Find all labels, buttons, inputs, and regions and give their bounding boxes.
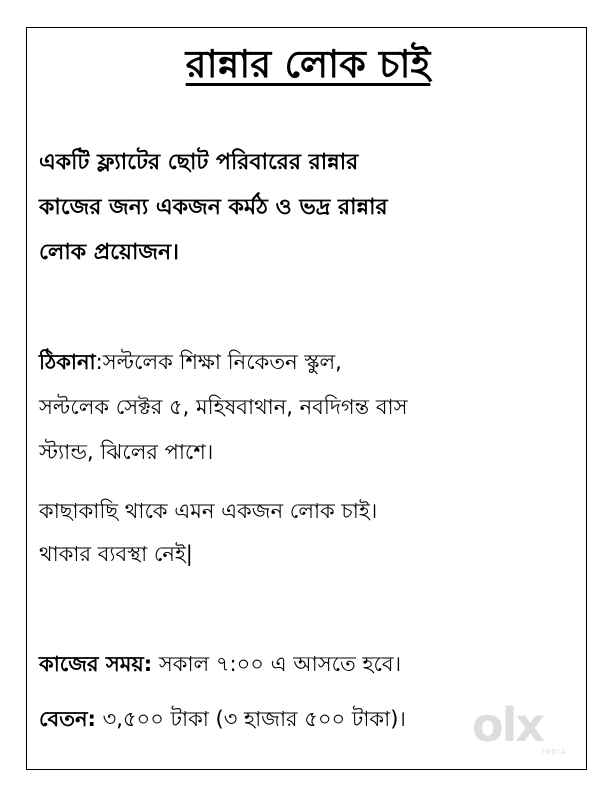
salary-value: ৩,৫০০ টাকা (৩ হাজার ৫০০ টাকা)। — [102, 707, 406, 731]
address-label: ঠিকানা — [39, 350, 96, 374]
work-timing — [39, 646, 584, 682]
intro-line: কাজের জন্য একজন কর্মঠ ও ভদ্র রান্নার — [39, 195, 388, 220]
nearby-line: কাছাকাছি থাকে এমন একজন লোক চাই। — [39, 499, 378, 523]
page-title: রান্নার লোক চাই — [185, 42, 431, 86]
olx-watermark — [472, 698, 582, 758]
address-line-1 — [39, 340, 584, 385]
intro-line: লোক প্রয়োজন। — [39, 240, 180, 265]
intro-line: একটি ফ্ল্যাটের ছোট পরিবারের রান্নার — [39, 150, 359, 175]
address-line-3: স্ট্যান্ড, ঝিলের পাশে। — [39, 440, 214, 464]
intro-paragraph — [39, 140, 579, 275]
address-text-1: :সল্টলেক শিক্ষা নিকেতন স্কুল, — [95, 350, 342, 374]
address-line-2: সল্টলেক সেক্টর ৫, মহিষবাথান, নবদিগন্ত বাস — [39, 395, 408, 419]
address-block — [39, 340, 584, 475]
timing-label: কাজের সময়: — [39, 652, 153, 676]
requirements-block — [39, 490, 584, 576]
timing-value: সকাল ৭:০০ এ আসতে হবে। — [158, 652, 402, 676]
salary-label: বেতন: — [39, 707, 96, 731]
watermark-sub: INDIA — [542, 748, 567, 756]
olx-logo-icon: olx — [472, 698, 544, 752]
accommodation-line: থাকার ব্যবস্থা নেই| — [39, 542, 193, 566]
